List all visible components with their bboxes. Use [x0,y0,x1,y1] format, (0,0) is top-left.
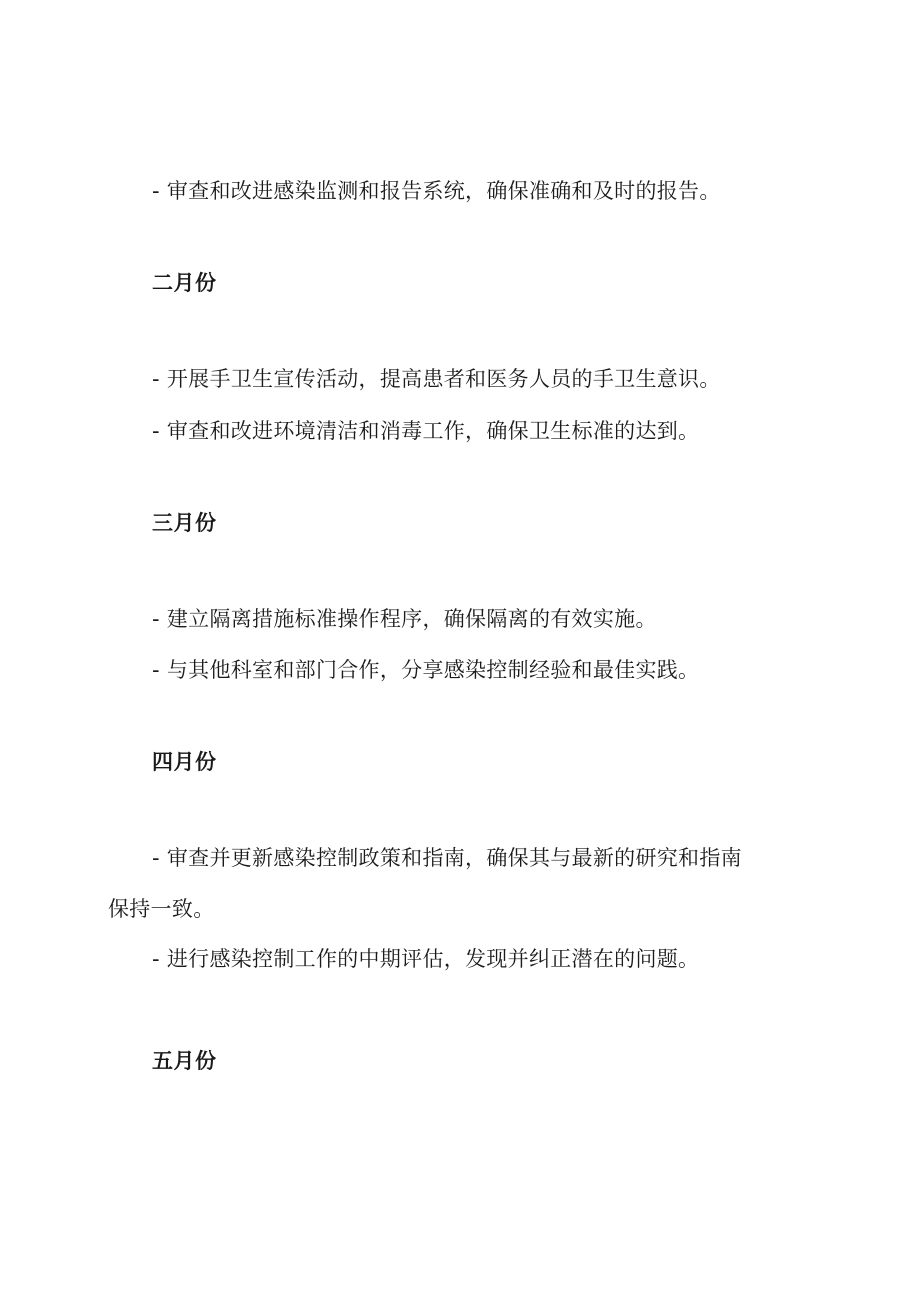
list-item: - 建立隔离措施标准操作程序，确保隔离的有效实施。 [152,607,657,631]
list-item-continuation: 保持一致。 [108,897,215,921]
list-item: - 与其他科室和部门合作，分享感染控制经验和最佳实践。 [152,658,700,682]
section-heading-march: 三月份 [152,511,217,535]
section-heading-february: 二月份 [152,271,217,295]
section-heading-april: 四月份 [152,750,217,774]
list-item: - 进行感染控制工作的中期评估，发现并纠正潜在的问题。 [152,947,700,971]
list-item: - 审查和改进环境清洁和消毒工作，确保卫生标准的达到。 [152,419,700,443]
list-item: - 审查和改进感染监测和报告系统，确保准确和及时的报告。 [152,179,721,203]
list-item: - 开展手卫生宣传活动，提高患者和医务人员的手卫生意识。 [152,367,721,391]
section-heading-may: 五月份 [152,1049,217,1073]
list-item: - 审查并更新感染控制政策和指南，确保其与最新的研究和指南 [152,846,742,870]
